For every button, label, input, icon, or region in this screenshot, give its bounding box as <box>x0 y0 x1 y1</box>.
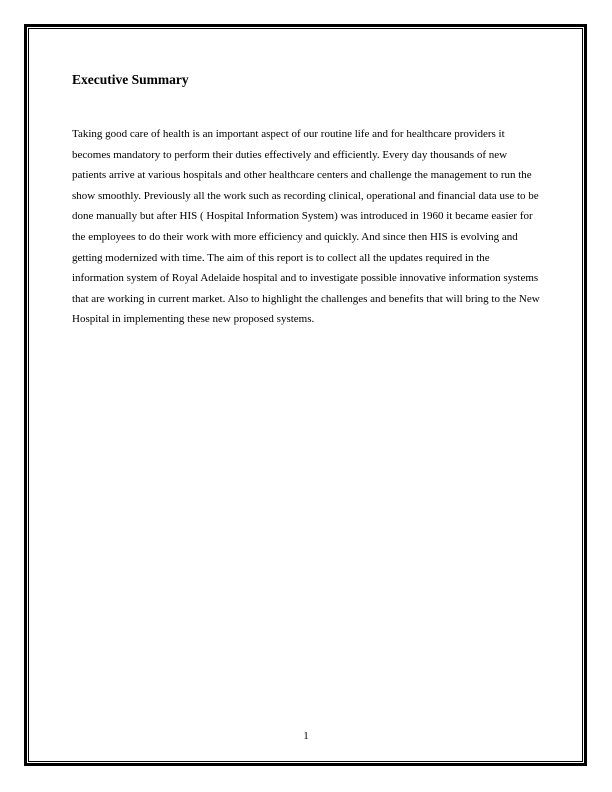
section-heading: Executive Summary <box>72 72 189 87</box>
page-number: 1 <box>303 730 309 742</box>
summary-paragraph: Taking good care of health is an important aspect of our routine life and for healthcare providers it becomes mandatory to perform their duties effectively and efficiently. Every day thousands of new patients arrive at various hospitals and other healthcare centers and challenge the management to run the show smoothly. Previously all the work such as recording clinical, operational and financial data use to be done manually but after HIS ( Hospital Information System) was introduced in 1960 it became easier for the employees to do their work with more efficiency and quickly. And since then HIS is evolving and getting modernized with time. The aim of this report is to collect all the updates required in the information system of Royal Adelaide hospital and to investigate possible innovative information systems that are working in current market. Also to highlight the challenges and benefits that will bring to the New Hospital in implementing these new proposed systems. <box>72 128 540 326</box>
